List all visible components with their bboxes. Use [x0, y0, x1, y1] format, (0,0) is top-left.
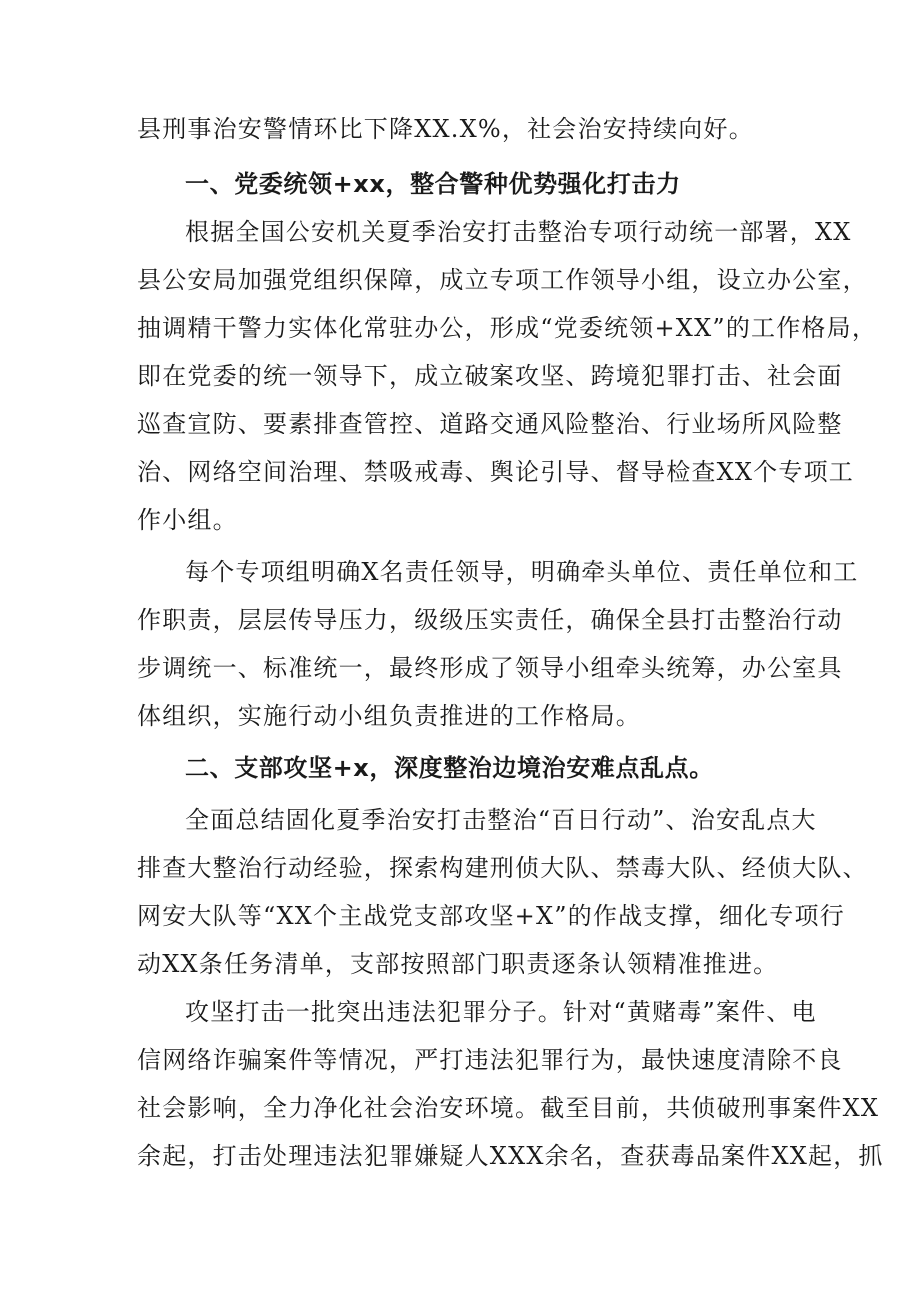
body-text-line: 巡查宣防、要素排查管控、道路交通风险整治、行业场所风险整	[137, 410, 843, 438]
body-text-line: 排查大整治行动经验，探索构建刑侦大队、禁毒大队、经侦大队、	[137, 854, 868, 882]
body-text-line: 作职责，层层传导压力，级级压实责任，确保全县打击整治行动	[137, 606, 843, 634]
body-text-line: 县公安局加强党组织保障，成立专项工作领导小组，设立办公室，	[137, 266, 868, 294]
body-text-line: 攻坚打击一批突出违法犯罪分子。针对“黄赌毒”案件、电	[185, 998, 817, 1026]
body-text-line: 信网络诈骗案件等情况，严打违法犯罪行为，最快速度清除不良	[137, 1046, 843, 1074]
body-text-line: 每个专项组明确X名责任领导，明确牵头单位、责任单位和工	[185, 558, 859, 586]
body-text-line: 即在党委的统一领导下，成立破案攻坚、跨境犯罪打击、社会面	[137, 362, 843, 390]
section-heading-2: 二、支部攻坚+x，深度整治边境治安难点乱点。	[185, 754, 714, 782]
body-text-line: 根据全国公安机关夏季治安打击整治专项行动统一部署，XX	[185, 218, 852, 246]
body-text-line: 网安大队等“XX个主战党支部攻坚+X”的作战支撑，细化专项行	[137, 902, 845, 930]
body-text-line: 步调统一、标准统一，最终形成了领导小组牵头统筹，办公室具	[137, 654, 843, 682]
body-text-line: 县刑事治安警情环比下降XX.X%，社会治安持续向好。	[137, 115, 754, 143]
body-text-line: 治、网络空间治理、禁吸戒毒、舆论引导、督导检查XX个专项工	[137, 458, 854, 486]
body-text-line: 余起，打击处理违法犯罪嫌疑人XXX余名，查获毒品案件XX起，抓	[137, 1142, 884, 1170]
body-text-line: 作小组。	[137, 506, 238, 534]
body-text-line: 抽调精干警力实体化常驻办公，形成“党委统领+XX”的工作格局，	[137, 314, 878, 342]
body-text-line: 社会影响，全力净化社会治安环境。截至目前，共侦破刑事案件XX	[137, 1094, 880, 1122]
section-heading-1: 一、党委统领+xx，整合警种优势强化打击力	[185, 170, 681, 198]
body-text-line: 全面总结固化夏季治安打击整治“百日行动”、治安乱点大	[185, 806, 817, 834]
body-text-line: 体组织，实施行动小组负责推进的工作格局。	[137, 702, 641, 730]
body-text-line: 动XX条任务清单，支部按照部门职责逐条认领精准推进。	[137, 950, 779, 978]
